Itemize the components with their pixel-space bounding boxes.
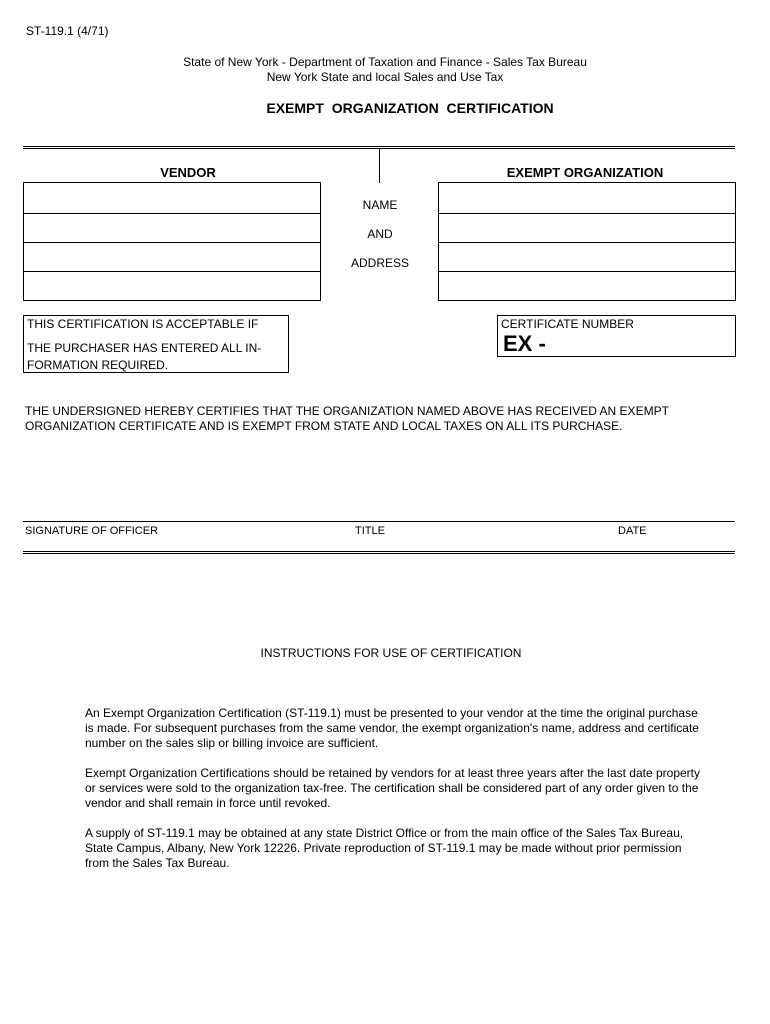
- date-label: DATE: [618, 525, 647, 537]
- vendor-address-line2-field[interactable]: [24, 242, 320, 272]
- address-label: ADDRESS: [350, 256, 409, 270]
- title-field[interactable]: [353, 522, 613, 552]
- vendor-heading: VENDOR: [160, 165, 216, 180]
- header-agency: State of New York - Department of Taxation and Finance - Sales Tax Bureau: [183, 55, 587, 69]
- instructions-paragraph-2: Exempt Organization Certifications should be retained by vendors for at least three years after the last date property or services were sold to the organization tax-free. The certification shall be considered part of any order given to the vendor and shall remain in force until revoked.: [85, 766, 700, 810]
- instructions-heading: INSTRUCTIONS FOR USE OF CERTIFICATION: [260, 646, 522, 660]
- certificate-number-field[interactable]: [497, 315, 736, 357]
- bottom-divider: [23, 551, 735, 554]
- signature-of-officer-label: SIGNATURE OF OFFICER: [25, 525, 159, 537]
- exempt-org-address-block: [438, 182, 736, 301]
- instructions-paragraph-1: An Exempt Organization Certification (ST-119.1) must be presented to your vendor at the time the original purchase is made. For subsequent purchases from the same vendor, the exempt organization's name, address and certificate number on the sales slip or billing invoice are sufficient.: [85, 706, 699, 750]
- vendor-name-field[interactable]: [24, 183, 320, 214]
- exempt-org-address-line2-field[interactable]: [439, 242, 735, 272]
- title-label: TITLE: [355, 525, 385, 537]
- form-number: ST-119.1 (4/71): [26, 24, 109, 38]
- exempt-org-name-field[interactable]: [439, 183, 735, 214]
- notice-line3: FORMATION REQUIRED.: [27, 358, 169, 372]
- certify-line2: ORGANIZATION CERTIFICATE AND IS EXEMPT FROM STATE AND LOCAL TAXES ON ALL ITS PURCHASE.: [25, 419, 623, 433]
- vendor-address-line1-field[interactable]: [24, 213, 320, 243]
- certificate-number-label: CERTIFICATE NUMBER: [501, 317, 634, 331]
- acceptance-notice: [23, 315, 289, 373]
- instructions-paragraph-3: A supply of ST-119.1 may be obtained at any state District Office or from the main office of the Sales Tax Bureau, State Campus, Albany, New York 12226. Private reproduction of ST-119.1 may be made without prior permission from the Sales Tax Bureau.: [85, 826, 684, 870]
- name-label: NAME: [362, 198, 398, 212]
- header-column-divider: [379, 149, 380, 183]
- certificate-number-prefix: EX -: [503, 331, 546, 356]
- exempt-org-heading: EXEMPT ORGANIZATION: [506, 165, 664, 180]
- vendor-address-line3-field[interactable]: [24, 271, 320, 300]
- notice-line1: THIS CERTIFICATION IS ACCEPTABLE IF: [27, 317, 259, 331]
- header-subtitle: New York State and local Sales and Use Tax: [266, 70, 504, 84]
- exempt-org-address-line1-field[interactable]: [439, 213, 735, 243]
- notice-line2: THE PURCHASER HAS ENTERED ALL IN-: [27, 341, 262, 355]
- exempt-org-address-line3-field[interactable]: [439, 271, 735, 300]
- and-label: AND: [367, 227, 393, 241]
- page-title: EXEMPT ORGANIZATION CERTIFICATION: [266, 100, 554, 116]
- vendor-address-block: [23, 182, 321, 301]
- certify-line1: THE UNDERSIGNED HEREBY CERTIFIES THAT THE ORGANIZATION NAMED ABOVE HAS RECEIVED AN EXEMPT: [25, 404, 669, 418]
